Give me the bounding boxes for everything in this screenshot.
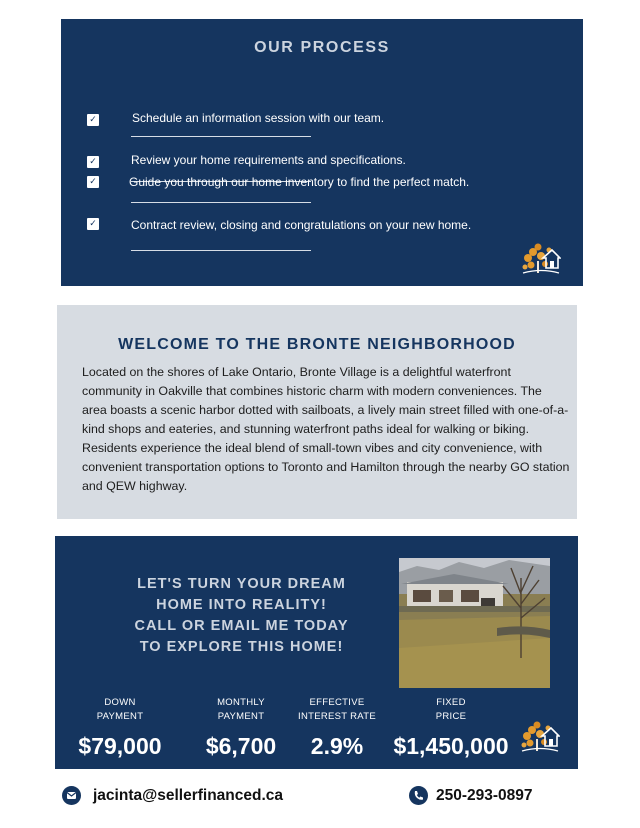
- house-tree-logo: [521, 240, 561, 276]
- email-address: jacinta@sellerfinanced.ca: [93, 787, 284, 804]
- stat-label: PAYMENT: [217, 711, 265, 722]
- process-panel: [61, 19, 583, 286]
- divider: [131, 250, 311, 251]
- welcome-panel: [57, 305, 577, 519]
- dream-home-panel: [55, 536, 578, 769]
- stat-label: PAYMENT: [96, 711, 144, 722]
- phone-number: 250-293-0897: [436, 787, 533, 804]
- stat-monthly-payment: [195, 696, 287, 759]
- phone-icon: [409, 786, 428, 805]
- check-icon: ✓: [87, 218, 99, 230]
- process-step: [61, 205, 583, 245]
- stat-label: INTEREST RATE: [298, 711, 376, 722]
- email-link[interactable]: [62, 786, 302, 806]
- check-icon: ✓: [87, 114, 99, 126]
- process-step: [61, 139, 583, 179]
- process-title: OUR PROCESS: [254, 39, 390, 56]
- process-step-text: Guide you through our home inventory to find the perfect match.: [129, 175, 470, 189]
- stat-value: 2.9%: [310, 733, 364, 759]
- process-step: [61, 97, 583, 137]
- stat-down-payment: [64, 696, 176, 759]
- divider: [131, 202, 311, 203]
- call-to-action: [110, 574, 373, 658]
- stat-label: DOWN: [104, 697, 136, 708]
- house-photo: [399, 558, 550, 688]
- cta-line: LET'S TURN YOUR DREAM: [137, 576, 346, 592]
- divider: [131, 136, 311, 137]
- stat-interest-rate: [292, 696, 382, 759]
- welcome-description: Located on the shores of Lake Ontario, Bronte Village is a delightful waterfront community in Oakville that combines historic charm with modern conveniences. The area boasts a scenic harbor dotted with sailboats, a lively main street filled with one-of-a-kind shops and eateries, and stunning waterfront paths ideal for walking or biking. Residents experience the ideal blend of small-town vibes and city convenience, with convenient transportation options to Toronto and Hamilton through the nearby GO station and QEW highway.: [82, 365, 570, 493]
- check-icon: ✓: [87, 176, 99, 188]
- process-step-text: Schedule an information session with our team.: [132, 111, 385, 125]
- stat-value: $79,000: [78, 733, 162, 759]
- house-tree-logo: [520, 718, 560, 754]
- stat-value: $6,700: [205, 733, 277, 759]
- phone-link[interactable]: [409, 786, 559, 806]
- stat-label: FIXED: [436, 697, 466, 708]
- stat-label: PRICE: [435, 711, 467, 722]
- process-step-text: Contract review, closing and congratulations on your new home.: [131, 218, 472, 232]
- stat-value: $1,450,000: [393, 733, 509, 759]
- envelope-icon: [62, 786, 81, 805]
- stat-label: EFFECTIVE: [309, 697, 365, 708]
- check-icon: ✓: [87, 156, 99, 168]
- cta-line: CALL OR EMAIL ME TODAY: [134, 618, 349, 634]
- cta-line: TO EXPLORE THIS HOME!: [139, 639, 344, 655]
- stat-fixed-price: [385, 696, 517, 759]
- welcome-title: WELCOME TO THE BRONTE NEIGHBORHOOD: [118, 336, 516, 353]
- cta-line: HOME INTO REALITY!: [156, 597, 327, 613]
- process-step-text: Review your home requirements and specifications.: [131, 153, 406, 167]
- stat-label: MONTHLY: [217, 697, 265, 708]
